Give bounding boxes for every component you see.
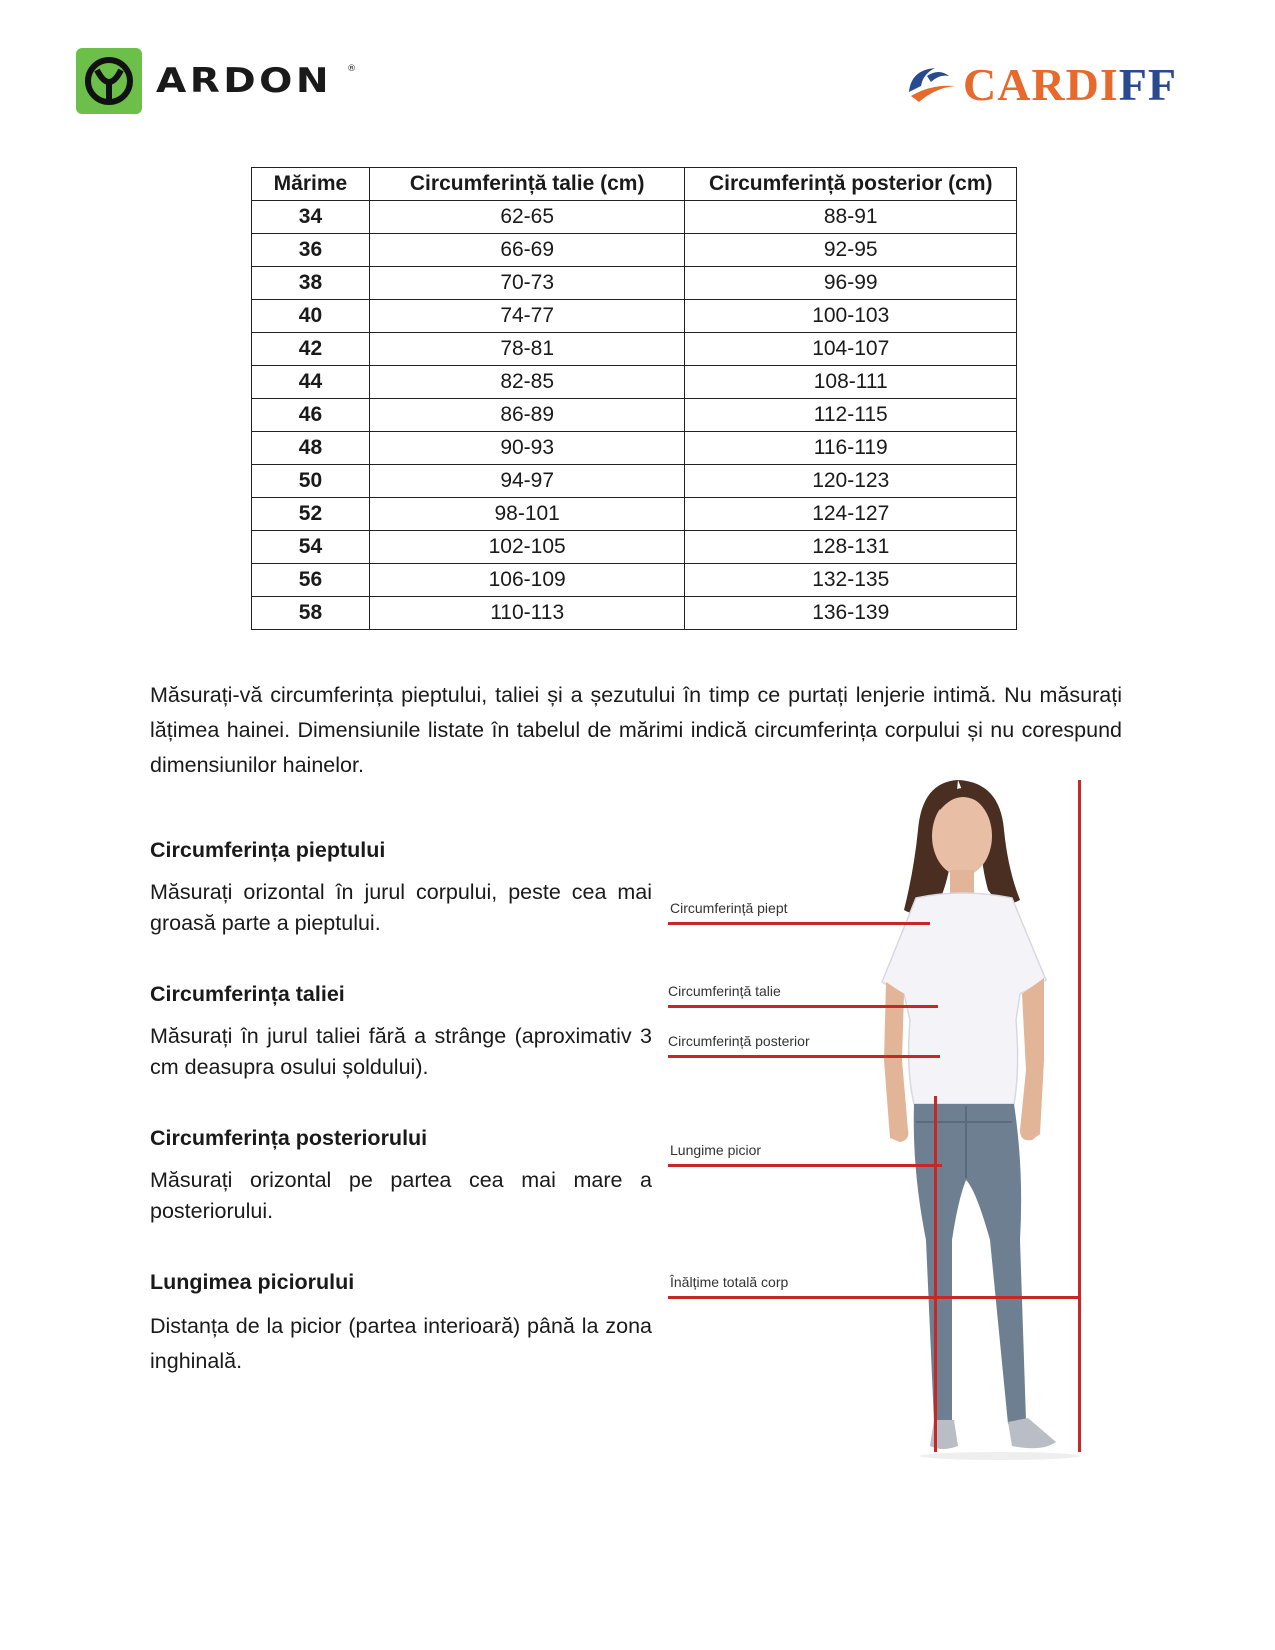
cell-size: 38 [252, 267, 370, 300]
table-row [252, 498, 1017, 531]
cell-hips: 124-127 [685, 498, 1017, 531]
cell-hips: 136-139 [685, 597, 1017, 630]
section-title: Circumferința posteriorului [150, 1126, 428, 1150]
cell-waist: 74-77 [369, 300, 685, 333]
table-row [252, 432, 1017, 465]
cell-waist: 82-85 [369, 366, 685, 399]
table-row [252, 564, 1017, 597]
table-row [252, 300, 1017, 333]
cell-waist: 78-81 [369, 333, 685, 366]
section-chest [150, 838, 652, 939]
measurement-figure [668, 770, 1210, 1490]
section-leg [150, 1270, 652, 1379]
vertical-line-leg [934, 1096, 937, 1452]
cell-hips: 100-103 [685, 300, 1017, 333]
column-header-size: Mărime [252, 168, 370, 201]
ardon-logo [76, 48, 356, 114]
size-table [251, 167, 1017, 630]
cell-size: 54 [252, 531, 370, 564]
cell-size: 34 [252, 201, 370, 234]
cell-waist: 110-113 [369, 597, 685, 630]
column-header-waist: Circumferință talie (cm) [369, 168, 685, 201]
table-row [252, 201, 1017, 234]
table-row [252, 531, 1017, 564]
cell-hips: 104-107 [685, 333, 1017, 366]
cell-size: 46 [252, 399, 370, 432]
cell-size: 42 [252, 333, 370, 366]
table-row [252, 234, 1017, 267]
table-row [252, 399, 1017, 432]
label-hips: Circumferință posterior [668, 1033, 810, 1049]
cell-hips: 88-91 [685, 201, 1017, 234]
section-hips [150, 1126, 652, 1227]
ardon-logo-mark [76, 48, 142, 114]
intro-paragraph: Măsurați-vă circumferința pieptului, taliei și a șezutului în timp ce purtați lenjerie intimă. Nu măsurați lățimea hainei. Dimensiunile listate în tabelul de mărimi indică circumferința corpului și nu corespund dimensiunilor hainelor. [150, 683, 1122, 777]
cell-waist: 62-65 [369, 201, 685, 234]
measure-line-chest [668, 922, 930, 925]
cell-waist: 66-69 [369, 234, 685, 267]
section-text: Măsurați orizontal pe partea cea mai mare a posteriorului. [150, 1168, 652, 1223]
cell-size: 36 [252, 234, 370, 267]
section-text: Măsurați orizontal în jurul corpului, peste cea mai groasă parte a pieptului. [150, 880, 652, 935]
cell-waist: 90-93 [369, 432, 685, 465]
section-text: Distanța de la picior (partea interioară) până la zona inghinală. [150, 1314, 652, 1373]
section-title: Circumferința pieptului [150, 838, 386, 862]
table-row [252, 333, 1017, 366]
cell-waist: 102-105 [369, 531, 685, 564]
measure-line-height [668, 1296, 1080, 1299]
table-row [252, 267, 1017, 300]
cell-size: 48 [252, 432, 370, 465]
table-row [252, 366, 1017, 399]
cell-size: 40 [252, 300, 370, 333]
cell-hips: 112-115 [685, 399, 1017, 432]
cell-size: 56 [252, 564, 370, 597]
cell-waist: 94-97 [369, 465, 685, 498]
section-title: Lungimea piciorului [150, 1270, 355, 1294]
label-leg: Lungime picior [670, 1142, 762, 1158]
measure-line-hips [668, 1055, 940, 1058]
section-waist [150, 982, 652, 1083]
model-illustration [690, 770, 1210, 1490]
table-row [252, 597, 1017, 630]
cell-hips: 116-119 [685, 432, 1017, 465]
cell-waist: 106-109 [369, 564, 685, 597]
column-header-hips: Circumferință posterior (cm) [685, 168, 1017, 201]
vertical-line-height [1078, 780, 1081, 1452]
measure-line-waist [668, 1005, 938, 1008]
cardiff-wordmark: CARDIFF [963, 59, 1177, 110]
section-title: Circumferința taliei [150, 982, 345, 1006]
cell-hips: 92-95 [685, 234, 1017, 267]
label-chest: Circumferință piept [670, 900, 788, 916]
cell-hips: 128-131 [685, 531, 1017, 564]
label-height: Înălțime totală corp [670, 1274, 789, 1290]
cell-hips: 132-135 [685, 564, 1017, 597]
table-row [252, 465, 1017, 498]
table-header-row [252, 168, 1017, 201]
label-waist: Circumferință talie [668, 983, 781, 999]
cell-hips: 96-99 [685, 267, 1017, 300]
cell-size: 58 [252, 597, 370, 630]
cell-size: 44 [252, 366, 370, 399]
cell-hips: 120-123 [685, 465, 1017, 498]
cell-size: 52 [252, 498, 370, 531]
cardiff-swoosh-icon [905, 62, 957, 108]
cell-hips: 108-111 [685, 366, 1017, 399]
measure-line-leg [668, 1164, 942, 1167]
registered-mark: ® [347, 64, 357, 74]
cell-waist: 98-101 [369, 498, 685, 531]
cell-size: 50 [252, 465, 370, 498]
section-text: Măsurați în jurul taliei fără a strânge (aproximativ 3 cm deasupra osului șoldului). [150, 1024, 652, 1079]
cardiff-logo [905, 60, 1177, 110]
ardon-wordmark: ARDON [156, 61, 333, 101]
cell-waist: 86-89 [369, 399, 685, 432]
cell-waist: 70-73 [369, 267, 685, 300]
